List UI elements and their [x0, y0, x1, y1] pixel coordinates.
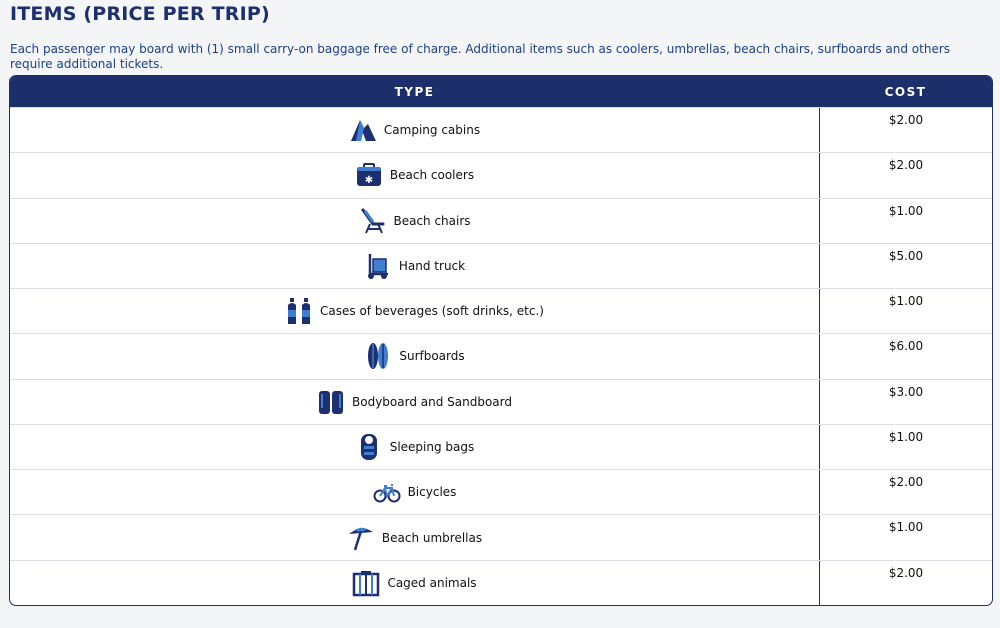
- cost-cell: $1.00: [888, 429, 924, 444]
- type-label: Cases of beverages (soft drinks, etc.): [320, 304, 544, 319]
- type-label: Bicycles: [407, 485, 457, 500]
- type-label: Surfboards: [399, 349, 465, 364]
- table-row: [10, 514, 992, 559]
- cost-cell: $1.00: [888, 294, 924, 309]
- table-row: [10, 288, 992, 333]
- table-row: [10, 333, 992, 378]
- hand-truck-icon: [364, 252, 392, 280]
- table-row: [10, 560, 992, 605]
- cost-cell: $2.00: [888, 565, 924, 580]
- bicycle-icon: [373, 478, 401, 506]
- type-cell: [10, 153, 820, 197]
- cost-cell: $3.00: [888, 384, 924, 399]
- surfboard-icon: [364, 342, 392, 370]
- table-header: [10, 76, 992, 107]
- header-cost: COST: [884, 84, 927, 99]
- cost-cell: $2.00: [888, 113, 924, 127]
- type-label: Caged animals: [387, 575, 477, 590]
- table-row: [10, 107, 992, 152]
- items-price-table: [9, 75, 993, 606]
- animal-cage-icon: [352, 569, 380, 597]
- cost-cell: $2.00: [888, 475, 924, 490]
- type-label: Hand truck: [398, 258, 466, 273]
- svg-text:✱: ✱: [364, 175, 374, 187]
- bodyboard-icon: [317, 388, 345, 416]
- type-label: Camping cabins: [383, 123, 481, 138]
- cost-cell: $1.00: [888, 203, 924, 218]
- tent-icon: [349, 116, 377, 144]
- type-cell: [10, 470, 820, 514]
- type-cell: [10, 199, 820, 243]
- header-type: TYPE: [394, 84, 435, 99]
- type-cell: [10, 515, 820, 559]
- table-row: [10, 469, 992, 514]
- page-title: ITEMS (PRICE PER TRIP): [10, 3, 270, 25]
- cooler-icon: [355, 161, 383, 189]
- table-row: [10, 379, 992, 424]
- sleeping-bag-icon: [355, 433, 383, 461]
- table-row: [10, 424, 992, 469]
- type-label: Beach umbrellas: [381, 530, 483, 545]
- type-cell: [10, 334, 820, 378]
- type-cell: [10, 108, 820, 152]
- type-cell: [10, 425, 820, 469]
- type-label: Beach coolers: [389, 168, 475, 183]
- table-row: [10, 243, 992, 288]
- cost-cell: $6.00: [888, 339, 924, 354]
- type-cell: [10, 244, 820, 288]
- cost-cell: $1.00: [888, 520, 924, 535]
- intro-text: Each passenger may board with (1) small carry-on baggage free of charge. Additional items such as coolers, umbrellas, beach chairs, surfboards and others require additional tickets.: [10, 42, 951, 71]
- cost-cell: $2.00: [888, 158, 924, 173]
- type-label: Sleeping bags: [389, 439, 475, 454]
- beach-umbrella-icon: [347, 524, 375, 552]
- table-row: [10, 198, 992, 243]
- beach-chair-icon: [358, 207, 386, 235]
- beverage-bottles-icon: [285, 297, 313, 325]
- type-label: Beach chairs: [393, 213, 471, 228]
- type-cell: [10, 380, 820, 424]
- type-cell: [10, 561, 820, 605]
- type-label: Bodyboard and Sandboard: [352, 394, 512, 409]
- cost-cell: $5.00: [888, 248, 924, 263]
- type-cell: [10, 289, 820, 333]
- table-row: [10, 152, 992, 197]
